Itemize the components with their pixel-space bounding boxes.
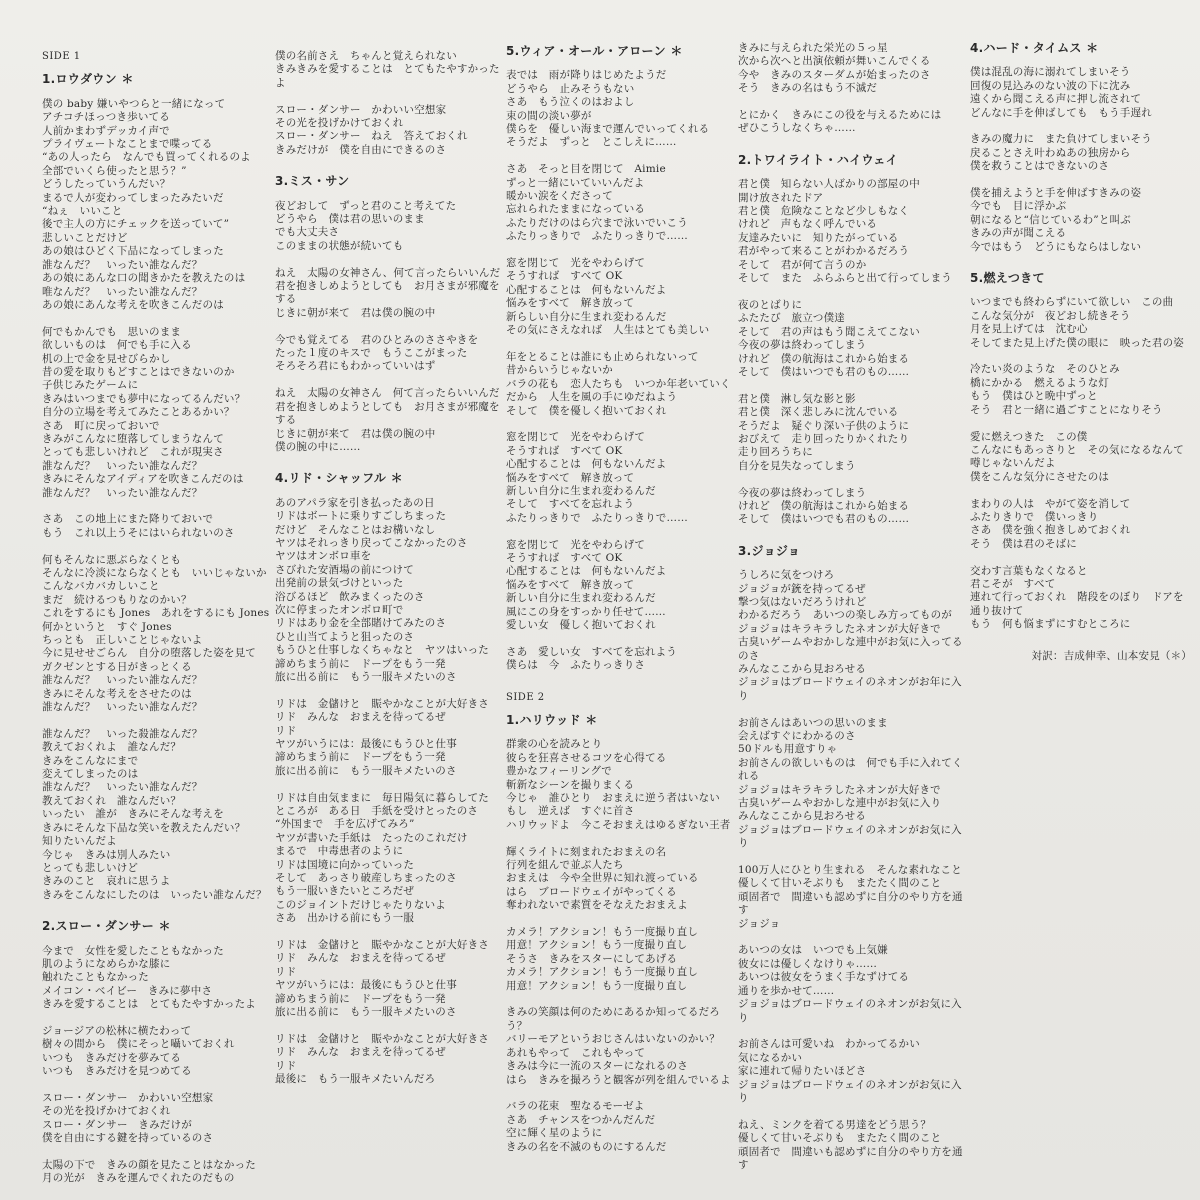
stanza: 年をとることは誰にも止められないって 昔からいうじゃないか バラの花も 恋人たちも いつか年老いていく だから 人生を風の手にゆだねよう そして 僕を優しく抱いておくれ [506,350,731,417]
stanza: 冷たい炎のような そのひとみ 橋にかかる 燃えるような灯 もう 僕はひと晩中ずっと そう 君と一緒に過ごすことになりそう [970,363,1163,416]
lyrics-column-4 [738,42,970,1200]
stanza: 太陽の下で きみの顔を見たことはなかった 月の光が きみを運んでくれたのだもの [42,1158,256,1185]
stanza: 窓を閉じて 光をやわらげて そうすれば すべて OK 心配することは 何もないんだよ 悩みをすべて 解き放って 新らしい自分に生まれ変わるんだ その気にさえなれば 人生はとても美しい [506,257,710,337]
song-title: 3.ジョジョ [738,543,801,558]
stanza: さあ そっと目を閉じて Aimie ずっと一緒にいていいんだよ 暖かい涙をくださって 忘れられたままになっている ふたりだけのはら穴まで泳いでいこう ふたりっきりで ふたりっきりで…… [506,163,688,243]
stanza: ねえ、ミンクを着てる男達をどう思う？ 優しくて甘いそぶりも またたく間のこと 頑固者で 間違いも認めずに自分のやり方を通す [738,1118,963,1171]
song-title: 1.ロウダウン ＊ [42,72,134,87]
stanza: リドは自由気ままに 毎日陽気に暮らしてた ところが ある日 手紙を受けとったのさ “外国まで 手を広げてみろ” ヤツが書いた手紙は たったのこれだけ まるで 中毒患者のように リドは国境に向かっていった そして あっさり破産しちまったのさ もう一服いきたいところだぜ このジョイントだけじゃたりないよ さあ 出かける前にもう一服 [275,791,489,925]
stanza: 僕の baby 嫌いやつらと一緒になって アチコチほっつき歩いてる 人前かまわずデッカイ声で プライヴェートなことまで喋ってる “あの人ったら なんでも買ってくれるのよ 全部でいくら使ったと思う？” どうしたっていうんだい？ まるで人が変わってしまったみたいだ “ねぇ いいこと 後で主人の方にチェックを送っていて” 悲しいことだけど あの娘はひどく下品になってしまった 誰なんだ？ いったい誰なんだ？ あの娘にあんな口の聞きかたを教えたのは 唯なんだ？ いったい誰なんだ？ あの娘にあんな考えを吹きこんだのは [42,97,251,311]
lyrics-column-3 [506,45,738,1200]
song-twilight-highway [738,154,970,527]
song-lowdown [42,73,274,902]
song-lido-shuffle [275,472,507,1086]
stanza: 今でも覚えてる 君のひとみのささやきを たった１度のキスで もうここがまった そろそろ君にもわかっていいはず [275,333,479,373]
stanza: 交わす言葉もなくなると 君こそが すべて 連れて行っておくれ 階段をのぼり ドアを通り抜けて もう 何も悩まずにすむところに [970,564,1184,631]
stanza: 表では 雨が降りはじめたようだ どうやら 止みそうもない さあ もう泣くのはおよし 束の間の淡い夢が 僕らを 優しい海まで運んでいってくれる そうだよ ずっと とこしえに…… [506,69,710,149]
song-hollywood [506,714,738,1154]
stanza: うしろに気をつけろ ジョジョが銃を持ってるぜ 撃つ気はないだろうけれど わかるだろう あいつの楽しみ方ってものが ジョジョはキラキラしたネオンが大好きで 古臭いゲームやおかしな連中がお気に入ってるのさ みんなここから見おろせる ジョジョはブロードウェイのネオンがお年に入り [738,569,963,702]
stanza: スロー・ダンサー かわいい空想家 その光を投げかけておくれ スロー・ダンサー ねえ 答えておくれ きみだけが 僕を自由にできるのさ [275,103,468,156]
stanza: ジョージアの松林に横たわって 樹々の間から 僕にそっと囁いておくれ いつも きみだけを夢みてる いつも きみだけを見つめてる [42,1024,235,1078]
song-slow-dancer-continued [275,50,507,157]
stanza: 君と僕 知らない人ばかりの部屋の中 開け放されたドア 君と僕 危険なことなど少しもなく けれど 声もなく呼んでいる 友達みたいに 知りたがっている 君がやって来ることがわかるだろう そして 君が何て言うのか そして また ふらふらと出て行ってしまう [738,178,952,285]
stanza: ねえ 太陽の女神さん、何て言ったらいいんだ 君を抱きしめようとしても お月さまが邪魔をする じきに朝が来て 君は僕の腕の中 [275,266,501,319]
stanza: 何もそんなに悪ぶらなくとも そんなに冷淡にならなくとも いいじゃないか こんなバカバカしいこと まだ 続けるつもりなのかい？ これをするにも Jones あれをするにも Jones 何かというと すぐ Jones ちっとも 正しいことじゃないよ 今に見せせごらん 自分の堕落した姿を見て ガクゼンとする日がきっとくる 誰なんだ？ いったい誰なんだ？ きみにそんな考えをさせたのは 誰なんだ？ いったい誰なんだ？ [42,553,270,714]
stanza: 僕を捕えようと手を伸ばすきみの姿 今でも 目に浮かぶ 朝になると“信じているわ”と叫ぶ きみの声が聞こえる 今ではもう どうにもならはしない [970,187,1142,253]
stanza: きみの笑顔は何のためにあるか知ってるだろう？ バリーモアというおじさんはいないのかい？ あれもやって これもやって きみは今に一流のスターになれるのさ はら きみを撮ろうと観客が列を組んでいるよ [506,1006,731,1086]
stanza: 君と僕 淋し気な影と影 君と僕 深く悲しみに沈んでいる そうだよ 疑ぐり深い子供のように おびえて 走り回ったりかくれたり 走り回ろうちに 自分を見失なってしまう [738,392,910,472]
stanza: 夜のとばりに ふたたび 旅立つ僕達 そして 君の声はもう聞こえてこない 今夜の夢は終わってしまう けれど 僕の航海はこれから始まる そして 僕はいつでも君のもの…… [738,298,920,378]
stanza: 今まで 女性を愛したこともなかった 肌のようになめらかな膝に 触れたこともなかった メイコン・ベイビー きみに夢中さ きみを愛することは とてもたやすかったよ [42,944,256,1011]
song-were-all-alone [506,45,738,673]
lyrics-column-5 [970,42,1192,1200]
song-hard-times [970,42,1192,254]
song-title: 1.ハリウッド ＊ [506,713,598,727]
stanza: さあ 愛しい女 すべてを忘れよう 僕らは 今 ふたりっきりさ [506,645,677,672]
stanza: ねえ 太陽の女神さん 何て言ったらいいんだ 君を抱きしめようとしても お月さまが邪魔をする じきに朝が来て 君は僕の腕の中 僕の腕の中に…… [275,387,500,453]
stanza: さあ この地上にまた降りておいで もう これ以上うそにはいられないのさ [42,513,235,539]
song-slow-dancer [42,920,274,1186]
song-title: 4.リド・シャッフル ＊ [275,471,403,486]
stanza: バラの花束 聖なるモーゼよ さあ チャンスをつかんだんだ 空に輝く星のように きみの名を不滅のものにするんだ [506,1100,667,1153]
stanza: 窓を閉じて 光をやわらげて そうすれば すべて OK 心配することは 何もないんだよ 悩みをすべて 解き放って 新しい自分に生まれ変わるんだ 風にこの身をすっかり任せて…… 愛しい女 優しく抱いておくれ [506,538,667,631]
stanza: きみに与えられた栄光の５っ星 次から次へと出演依頼が舞いこんでくる 今や きみのスターダムが始まったのさ そう きみの名はもう不滅だ [738,42,931,95]
stanza: リドは 金儲けと 賑やかなことが大好きさ リド みんな おまえを待ってるぜ リド ヤツがいうには：最後にもうひと仕事 諦めちまう前に ドープをもう一発 旅に出る前に もう一服キメたいのさ [275,939,489,1019]
stanza: お前さんは可愛いね わかってるかい 気になるかい 家に連れて帰りたいほどさ ジョジョはブロードウェイのネオンがお気に入り [738,1038,962,1104]
lyrics-column-1 [42,50,274,1200]
stanza: 窓を閉じて 光をやわらげて そうすれば すべて OK 心配することは 何もないんだよ 悩みをすべて 解き放って 新しい自分に生まれ変わるんだ そして すべてを忘れよう ふたりっきりで ふたりっきりで…… [506,431,688,524]
stanza: お前さんはあいつの思いのまま 会えばすぐにわかるのさ 50ドルも用意すりゃ お前さんの欲しいものは 何でも手に入れてくれる ジョジョはキラキラしたネオンが大好きで 古臭いゲームやおかしな連中がお気に入り みんなここから見おろせる ジョジョはブロードウェイのネオンがお気に入り [738,716,963,850]
stanza: 今夜の夢は終わってしまう けれど 僕の航海はこれから始まる そして 僕はいつでも君のもの…… [738,486,910,526]
stanza: あのアパラ家を引き払ったあの日 リドはボートに乗りすごしちまった だけど そんなことはお構いなし ヤツはそれっきり戻ってこなかったのさ ヤツはオンボロ車を さびれた安酒場の前につけて 出発前の景気づけといった 浴びるほど 飲みまくったのさ 次に停まったオンボロ町で リドはあり金を全部賭けてみたのさ ひと山当てようと狙ったのさ もうひと仕事しなくちゃなと ヤツはいった 諦めちまう前に ドープをもう一発 旅に出る前に もう一服キメたいのさ [275,496,489,683]
stanza: スロー・ダンサー かわいい空想家 その光を投げかけておくれ スロー・ダンサー きみだけが 僕を自由にする鍵を持っているのさ [42,1091,214,1145]
stanza: 群衆の心を読みとり 彼らを狂喜させるコツを心得てる 豊かなフィーリングで 斬新なシーンを撮りまくる 今じゃ 誰ひとり おまえに逆う者はいない もし 逆えば すぐに首さ ハリウッドよ 今こそおまえはゆるぎない王者 [506,738,731,831]
stanza: きみの魔力に また負けてしまいそう 戻ることさえ叶わぬあの独房から 僕を救うことはできないのさ [970,133,1152,173]
song-burned-out [970,272,1192,632]
song-title: 2.トワイライト・ハイウェイ [738,152,898,167]
stanza: 夜どおして ずっと君のこと考えてた どうやら 僕は君の思いのまま でも大丈夫さ このままの状態が続いても [275,199,457,252]
side-label: SIDE 1 [42,51,81,62]
song-title: 3.ミス・サン [275,174,350,189]
stanza: 僕は混乱の海に溺れてしまいそう 回復の見込みのない波の下に沈み 遠くから聞こえる声に押し流されて どんなに手を伸ばしても もう手遅れ [970,66,1152,119]
stanza: 輝くライトに刻まれたおまえの名 行列を組んで並ぶ人たち おまえは 今や全世界に知れ渡っている はら ブロードウェイがやってくる 奪われないで素質をそなえたおまえよ [506,845,699,912]
lyrics-column-2 [275,50,507,1200]
song-title: 2.スロー・ダンサー ＊ [42,919,171,934]
song-title: 4.ハード・タイムス ＊ [970,42,1099,55]
song-title: 5.燃えつきて [970,271,1045,286]
translation-credit: 対訳：吉成伸幸、山本安見（＊） [1031,649,1192,662]
stanza: まわりの人は やがて姿を消して ふたりきりで 僕いっきり さあ 僕を強く抱きしめておくれ そう 僕は君のそばに [970,497,1131,550]
song-jojo [738,545,970,1173]
stanza: リドは 金儲けと 賑やかなことが大好きさ リド みんな おまえを待ってるぜ リド 最後に もう一服キメたいんだろ [275,1032,489,1086]
stanza: リドは 金儲けと 賑やかなことが大好きさ リド みんな おまえを待ってるぜ リド ヤツがいうには：最後にもうひと仕事 諦めちまう前に ドープをもう一発 旅に出る前に もう一服キメたいのさ [275,697,489,777]
stanza: カメラ！アクション！もう一度撮り直し 用意！アクション！もう一度撮り直し そうさ きみをスターにしてあげる カメラ！アクション！もう一度撮り直し 用意！アクション！もう一度撮り直し [506,926,699,992]
stanza: あいつの女は いつでも上気嫌 彼女には優しくなけりゃ…… あいつは彼女をうまく手なずけてる 通りを歩かせて…… ジョジョはブロードウェイのネオンがお気に入り [738,944,962,1024]
stanza: 何でもかんでも 思いのまま 欲しいものは 何でも手に入る 机の上で金を見せびらかし 昔の愛を取りもどすことはできないのか 子供じみたゲームに きみはいつまでも夢中になってるんだい？ 自分の立場を考えてみたことあるかい？ さあ 町に戻っておいで きみがこんなに堕落してしまうなんて とっても悲しいけれど これが現実さ 誰なんだ？ いったい誰なんだ？ きみにそんなアイディアを吹きこんだのは 誰なんだ？ いったい誰なんだ？ [42,325,246,499]
song-miss-sun [275,175,507,454]
stanza: とにかく きみにこの役を与えるためには ぜひこうしなくちゃ…… [738,109,942,135]
stanza: 100万人にひとり生まれる そんな素れなこと 優しくて甘いそぶりも またたく間のこと 頑固者で 間違いも認めずに自分のやり方を通す ジョジョ [738,864,963,930]
song-hollywood-continued [738,42,970,136]
side-label: SIDE 2 [506,691,545,703]
song-title: 5.ウィア・オール・アローン ＊ [506,45,683,58]
stanza: 愛に燃えつきた この僕 こんなにもあっさりと その気になるなんて 噂じゃないんだよ 僕をこんな気分にさせたのは [970,430,1184,483]
stanza: 誰なんだ？ いった殺誰なんだ？ 教えておくれよ 誰なんだ？ きみをこんなにまで 変えてしまったのは 誰なんだ？ いったい誰なんだ？ 教えておくれ 誰なんだい？ いったい 誰が きみにそんな考えを きみにそんな下品な笑いを教えたんだい？ 知りたいんだよ 今じゃ きみは別人みたい とっても悲しいけど きみのこと 哀れに思うよ きみをこんなにしたのは いったい誰なんだ？ [42,727,267,901]
stanza: 僕の名前さえ ちゃんと覚えられない きみきみを愛することは とてもたやすかったよ [275,50,500,89]
stanza: いつまでも終わらずにいて欲しい この曲 こんな気分が 夜どおし続きそう 月を見上げては 沈む心 そしてまた見上げた僕の眼に 映った君の姿 [970,296,1184,349]
